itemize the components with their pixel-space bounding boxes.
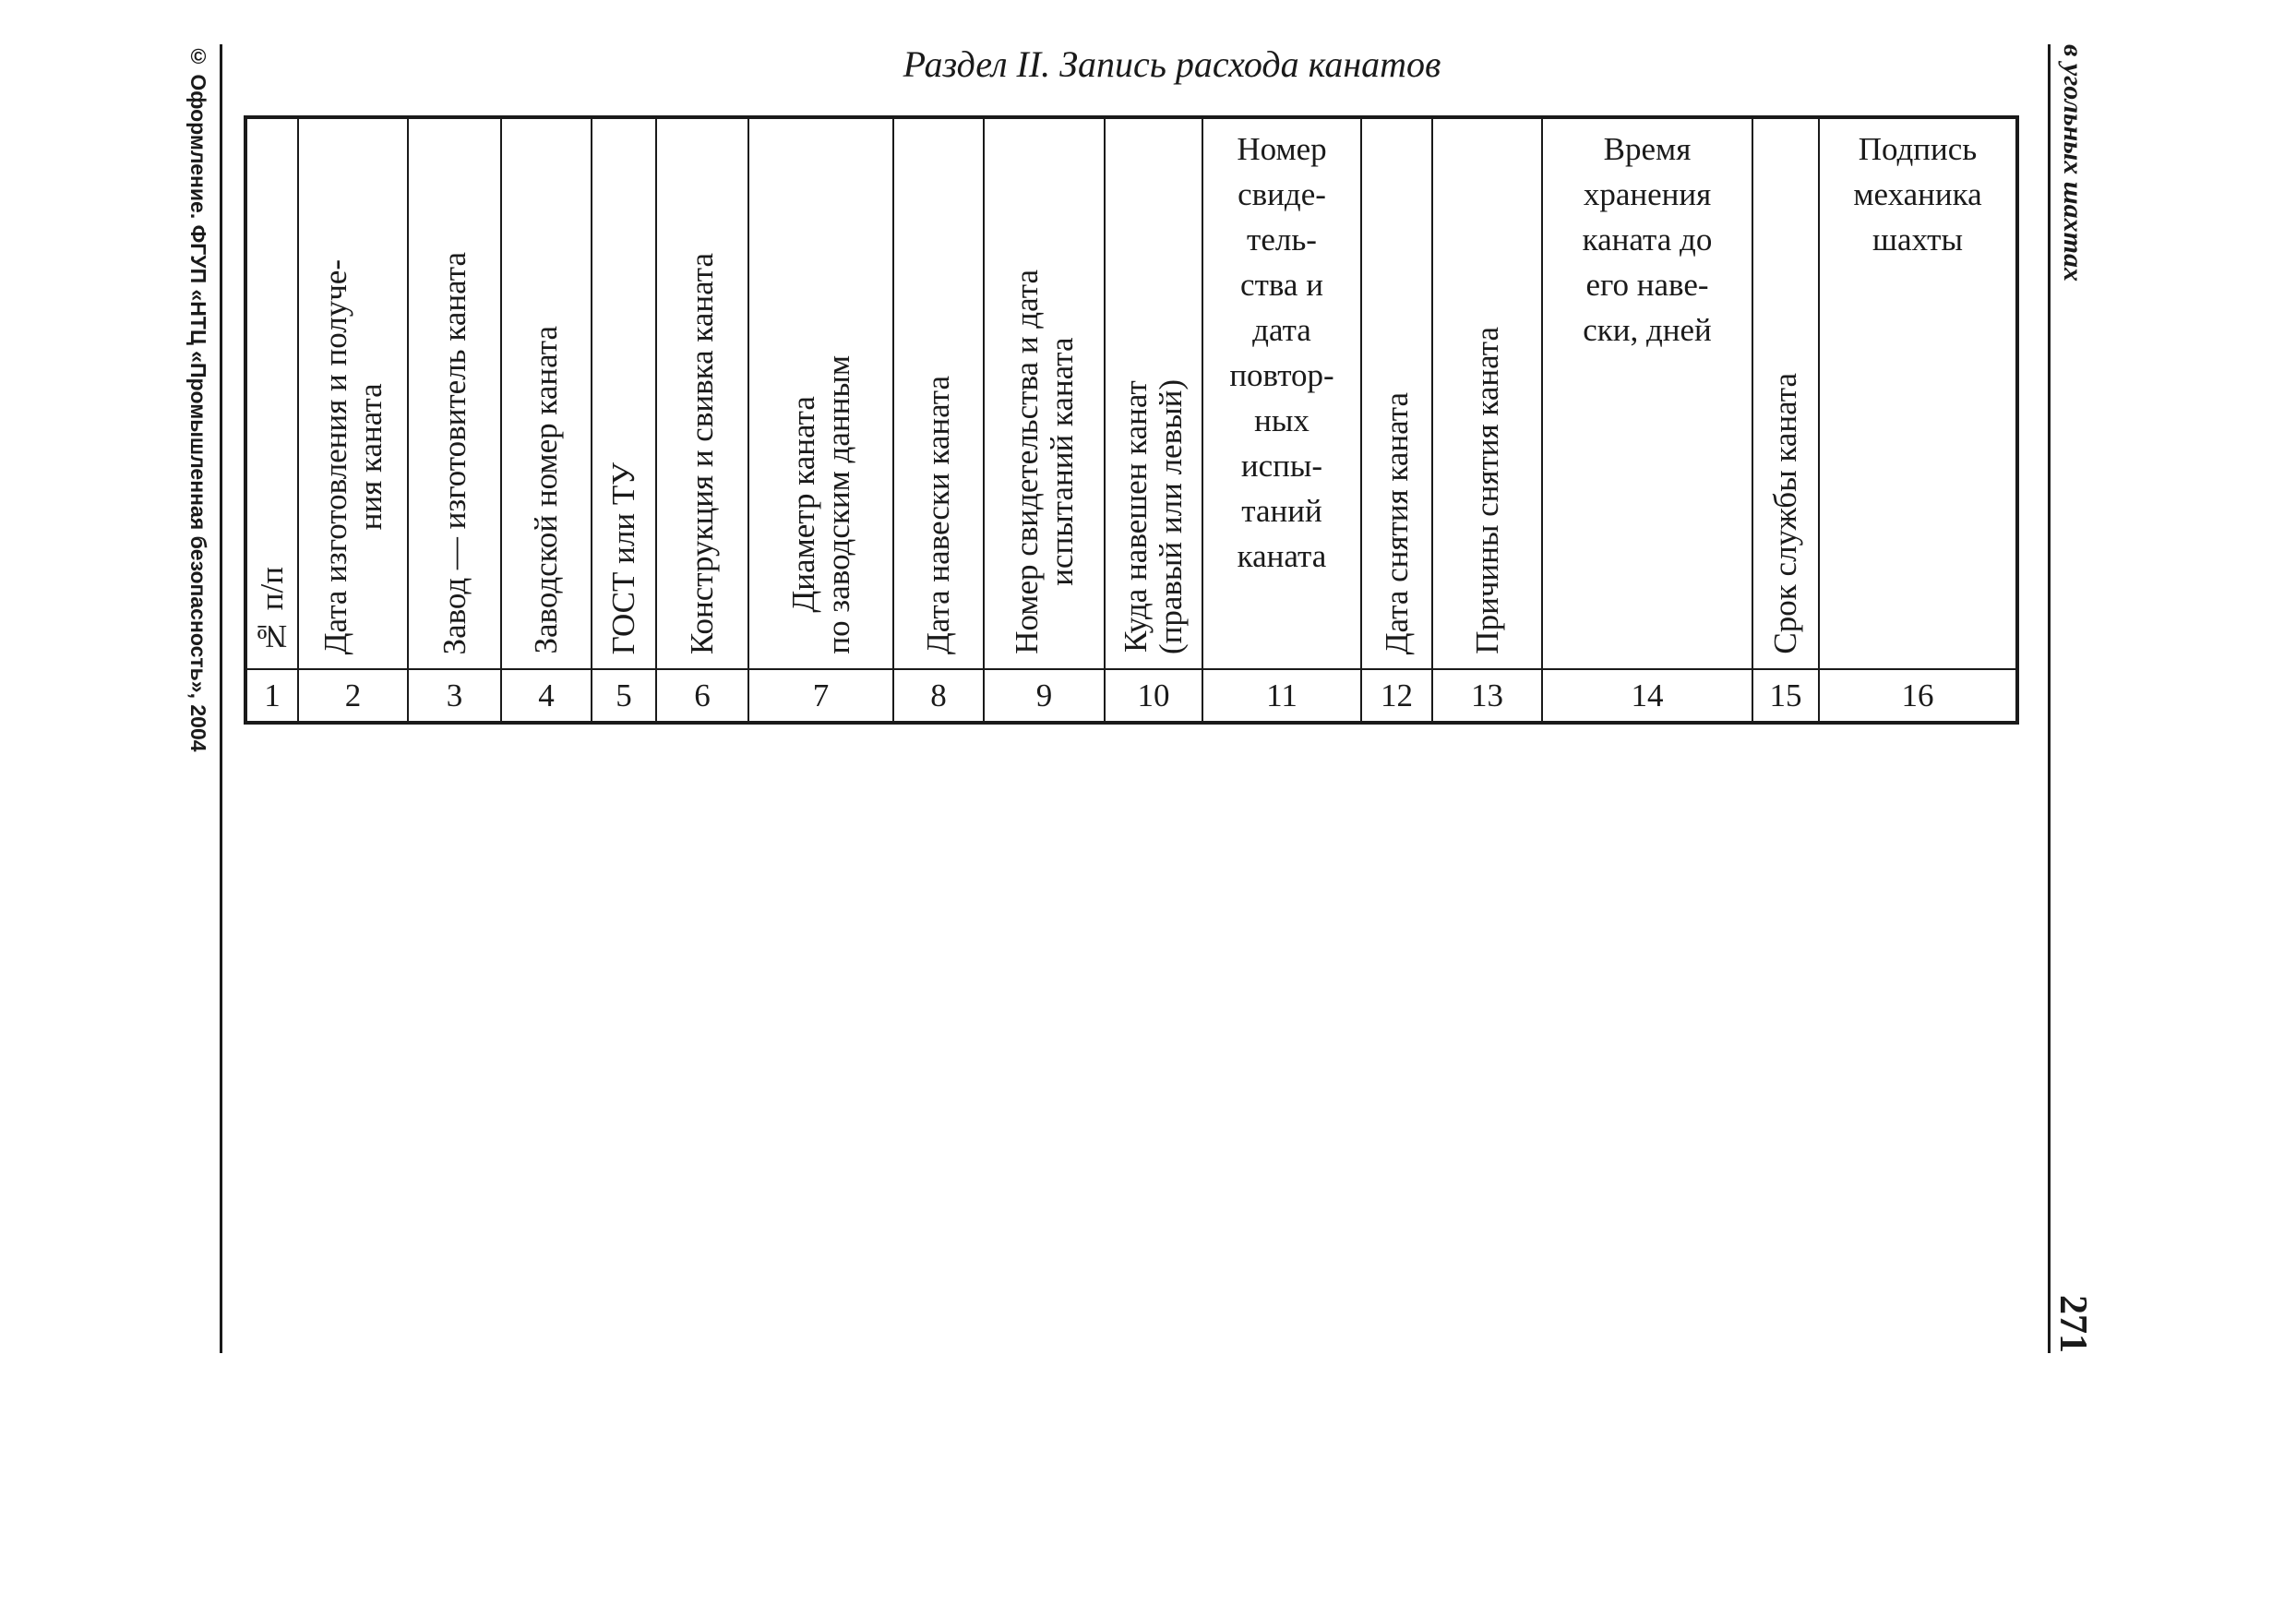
column-number: 1 — [245, 669, 298, 723]
header-text: Дата снятия каната — [1378, 391, 1415, 654]
column-number: 8 — [893, 669, 984, 723]
column-number: 14 — [1542, 669, 1752, 723]
column-number: 10 — [1105, 669, 1202, 723]
header-text: Диаметр каната по заводским данным — [784, 355, 856, 654]
column-number: 5 — [592, 669, 656, 723]
column-number: 4 — [501, 669, 592, 723]
header-cell — [1361, 117, 1432, 669]
header-text: Время хранения каната до его наве- ски, дней — [1582, 131, 1713, 348]
header-cell — [748, 117, 893, 669]
header-text: Номер свидетельства и дата испытаний каната — [1008, 270, 1080, 654]
copyright-strip — [182, 44, 215, 1353]
header-text: ГОСТ или ТУ — [605, 461, 641, 654]
column-number-row — [245, 669, 2017, 723]
column-number: 9 — [984, 669, 1105, 723]
header-text: Причины снятия каната — [1468, 327, 1505, 654]
header-text: Номер свиде- тель- ства и дата повтор- ных испы- таний каната — [1229, 131, 1334, 574]
header-text: Конструкция и свивка каната — [684, 252, 720, 654]
header-cell — [984, 117, 1105, 669]
header-cell — [501, 117, 592, 669]
header-text: Заводской номер каната — [528, 326, 564, 654]
column-number: 6 — [656, 669, 748, 723]
table-header-row — [245, 117, 2017, 669]
header-cell — [298, 117, 408, 669]
rope-log-table — [244, 115, 2019, 725]
column-number: 7 — [748, 669, 893, 723]
header-cell — [656, 117, 748, 669]
header-text: Подпись механика шахты — [1853, 131, 1982, 258]
header-cell — [592, 117, 656, 669]
column-number: 13 — [1432, 669, 1542, 723]
column-number: 15 — [1752, 669, 1819, 723]
header-text: № п/п — [254, 567, 290, 654]
column-number: 2 — [298, 669, 408, 723]
header-cell — [1542, 117, 1752, 669]
left-margin-rule — [220, 44, 222, 1353]
header-text: Срок службы каната — [1767, 373, 1803, 654]
copyright-text: © Оформление. ФГУП «НТЦ «Промышленная безопасность», 2004 — [186, 44, 210, 752]
section-title: Раздел II. Запись расхода канатов — [903, 43, 1441, 85]
header-cell — [1432, 117, 1542, 669]
header-cell — [1202, 117, 1361, 669]
header-text: Дата навески каната — [920, 375, 956, 654]
running-head-strip — [2051, 44, 2094, 1353]
column-number: 16 — [1819, 669, 2017, 723]
header-text: Куда навешен канат (правый или левый) — [1118, 378, 1189, 654]
running-head: в угольных шахтах — [2058, 44, 2088, 282]
header-cell — [1752, 117, 1819, 669]
header-cell — [408, 117, 501, 669]
page-number: 271 — [2051, 1295, 2094, 1353]
column-number: 3 — [408, 669, 501, 723]
column-number: 11 — [1202, 669, 1361, 723]
rope-log-table-wrapper — [244, 115, 2015, 721]
header-cell — [893, 117, 984, 669]
column-number: 12 — [1361, 669, 1432, 723]
right-margin-rule — [2048, 44, 2051, 1353]
header-text: Дата изготовления и получе- ния каната — [317, 258, 389, 654]
header-text: Завод — изготовитель каната — [436, 251, 472, 654]
header-cell — [1819, 117, 2017, 669]
header-cell — [1105, 117, 1202, 669]
header-cell — [245, 117, 298, 669]
